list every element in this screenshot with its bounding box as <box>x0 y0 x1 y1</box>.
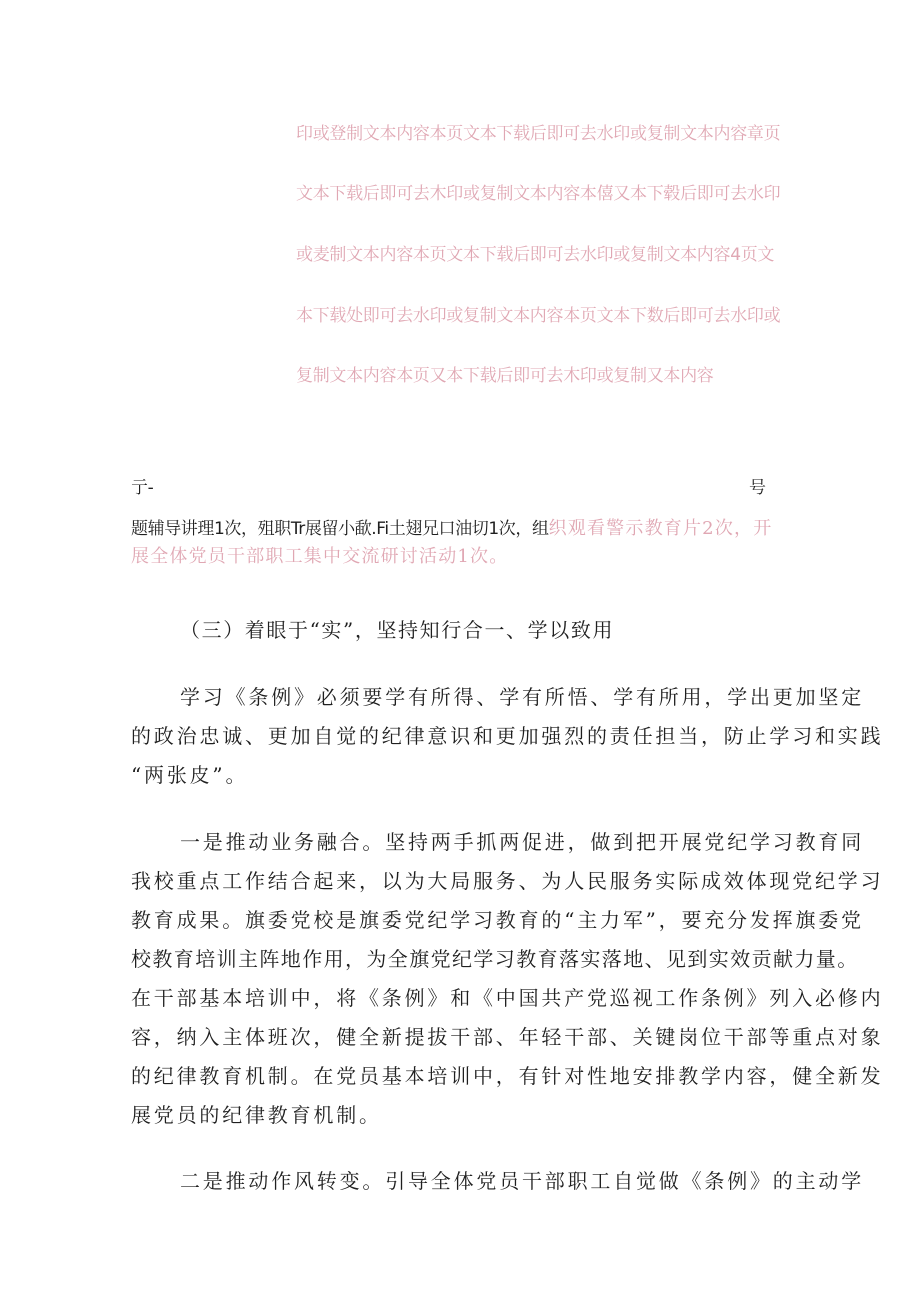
watermark-line: 或麦制文本内容本页文本下载后即可去水印或复制文本内容4页文 <box>296 245 775 265</box>
paragraph-line: 展党员的纪律教育机制。 <box>131 1103 382 1127</box>
section-heading: （三）着眼于“实”，坚持知行合一、学以致用 <box>180 618 615 642</box>
paragraph-line: 校教育培训主阵地作用，为全旗党纪学习教育落实落地、见到实效贡献力量。 <box>131 947 859 971</box>
fragment-left: 亍- <box>131 478 154 498</box>
paragraph-line: 二是推动作风转变。引导全体党员干部职工自觉做《条例》的主动学 <box>180 1169 864 1193</box>
paragraph-line: 的政治忠诚、更加自觉的纪律意识和更加强烈的责任担当，防止学习和实践 <box>131 724 884 748</box>
watermark-line: 文本下载后即可去木印或复制文本内容本僖又本下毂后即可去水印 <box>296 184 781 204</box>
watermark-line: 本下载处即可去水印或复制文本内容本页文本下数后即可去水印或 <box>296 306 781 326</box>
paragraph-line: 在干部基本培训中，将《条例》和《中国共产党巡视工作条例》列入必修内 <box>131 986 884 1010</box>
paragraph-line: 教育成果。旗委党校是旗委党纪学习教育的“主力军”，要充分发挥旗委党 <box>131 908 864 932</box>
watermark-line: 复制文本内容本页又本下载后即可去木印或复制又本内容 <box>296 366 714 386</box>
paragraph-line: 一是推动业务融合。坚持两手抓两促进，做到把开展党纪学习教育同 <box>180 830 864 854</box>
paragraph-line: 我校重点工作结合起来，以为大局服务、为人民服务实际成效体现党纪学习 <box>131 869 884 893</box>
paragraph-line: “两张皮”。 <box>131 763 249 787</box>
fragment-pink-text: 织观看警示教育片2次，开 <box>548 518 773 539</box>
paragraph-line: 容，纳入主体班次，健全新提拔干部、年轻干部、关键岗位干部等重点对象 <box>131 1025 884 1049</box>
paragraph-line: 学习《条例》必须要学有所得、学有所悟、学有所用，学出更加坚定 <box>180 685 864 709</box>
fragment-right: 号 <box>749 478 766 498</box>
paragraph-line: 的纪律教育机制。在党员基本培训中，有针对性地安排教学内容，健全新发 <box>131 1064 884 1088</box>
fragment-dark-text: 题辅导讲理1次，殂职Tr展留小歃.Fi土翅兄口油切1次，组 <box>131 519 549 539</box>
watermark-line: 印或登制文本内容本页文本下载后即可去水印或复制文本内容章页 <box>296 124 781 144</box>
fragment-line-1 <box>131 518 772 540</box>
fragment-line-2: 展全体党员干部职工集中交流研讨活动1次。 <box>131 546 509 567</box>
